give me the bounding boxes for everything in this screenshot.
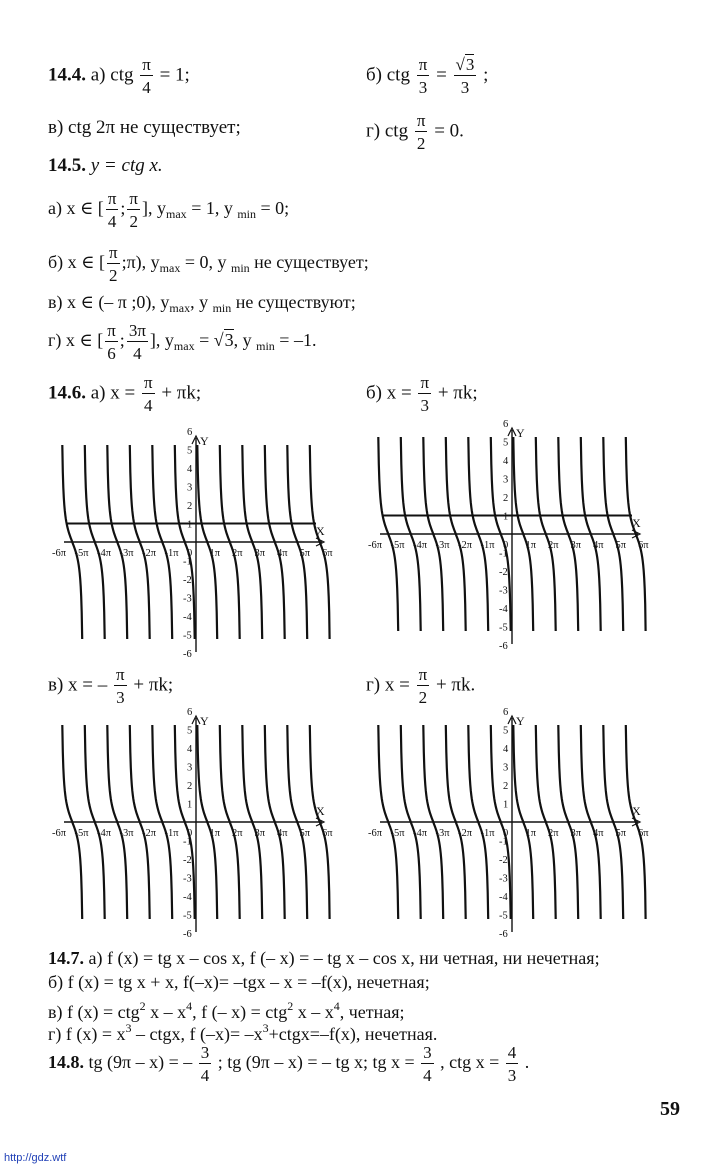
graph-v	[52, 707, 333, 940]
ex-14-6-b: б) x = $\frac{\pi}{3}$ + πk;	[366, 373, 478, 415]
y-tick-label: -3	[183, 593, 192, 605]
y-tick-label: 3	[503, 762, 509, 774]
x-tick-label: 5π	[615, 828, 627, 839]
y-tick-label: 3	[187, 482, 193, 494]
x-tick-label: 2π	[232, 548, 243, 559]
x-axis-label: X	[632, 516, 641, 530]
y-tick-label: -4	[183, 892, 192, 903]
y-axis-label: Y	[200, 434, 209, 448]
x-tick-label: 3π	[570, 828, 582, 839]
y-tick-label: 2	[503, 493, 509, 504]
x-tick-label: -3π	[435, 828, 450, 839]
y-axis-label: Y	[200, 714, 209, 728]
x-tick-label: 4π	[277, 548, 288, 559]
x-tick-label: 6π	[638, 540, 649, 551]
y-tick-label: 1	[187, 519, 193, 531]
x-tick-label: 5π	[299, 828, 311, 839]
x-tick-label: -2π	[458, 540, 473, 551]
x-tick-label: 4π	[277, 828, 288, 839]
ex-14-4-v: в) ctg 2π не существует;	[48, 117, 241, 138]
x-tick-label: 0	[503, 540, 509, 551]
y-tick-label: -3	[499, 585, 508, 597]
y-tick-label: -2	[499, 567, 508, 578]
y-tick-label: -4	[499, 604, 508, 615]
y-tick-label: -5	[183, 630, 192, 642]
y-tick-label: -3	[499, 873, 508, 885]
x-tick-label: -5π	[74, 548, 89, 559]
y-axis-label: Y	[516, 426, 525, 440]
y-tick-label: 6	[503, 707, 509, 718]
x-tick-label: 2π	[548, 540, 559, 551]
x-tick-label: 0	[187, 828, 193, 839]
x-tick-label: 6π	[322, 548, 333, 559]
graph-svg	[52, 427, 333, 660]
x-tick-label: -5π	[390, 540, 405, 551]
y-tick-label: -1	[499, 836, 508, 848]
x-axis-label: X	[316, 804, 325, 818]
y-tick-label: 2	[187, 781, 193, 792]
x-tick-label: -3π	[435, 540, 450, 551]
y-tick-label: -1	[499, 548, 508, 560]
ex-14-5-b: б) x ∈ [ $\frac{\pi}{2}$ ;π), $y_{max} = 0$, y $_{min}$ не существует;	[48, 243, 369, 285]
x-tick-label: -1π	[480, 540, 495, 551]
y-tick-label: 1	[503, 799, 509, 811]
ex-14-4-a: 14.4. а) ctg $\frac{\pi}{4}$ = 1;	[48, 55, 190, 97]
x-tick-label: -1π	[164, 548, 179, 559]
ex-14-4-b: б) ctg $\frac{\pi}{3}$ = $\frac{√3}{3}$ ;	[366, 55, 489, 97]
x-tick-label: 2π	[232, 828, 243, 839]
ex-14-7-v: в) f (x) = ctg$^2$ x – $x^4$, f (– x) = ctg$^2$ x – $x^4$, четная;	[48, 999, 405, 1022]
x-tick-label: -1π	[480, 828, 495, 839]
ex-14-5-g: г) x ∈ [ $\frac{\pi}{6}$ ; $\frac{3\pi}{4}$ ], $y_{max} = √3$, y $_{min}$ = –1.	[48, 321, 317, 363]
ex-14-5-v: в) x ∈ (– π ;0), $y_{max}$, y $_{min}$ не существуют;	[48, 292, 356, 315]
x-tick-label: -5π	[390, 828, 405, 839]
y-tick-label: 3	[187, 762, 193, 774]
y-tick-label: -6	[183, 929, 192, 940]
ex-14-6-v: в) x = – $\frac{\pi}{3}$ + πk;	[48, 665, 174, 707]
x-tick-label: 3π	[570, 540, 582, 551]
ex-14-6-g: г) x = $\frac{\pi}{2}$ + πk.	[366, 665, 476, 707]
x-tick-label: -5π	[74, 828, 89, 839]
x-tick-label: -6π	[52, 548, 67, 559]
x-tick-label: 4π	[593, 540, 604, 551]
y-tick-label: 5	[187, 725, 193, 737]
ex-14-7-g: г) f $(x) = x^3$ – ctgx, f $(-x)= -x^3+ctgx=-f(x)$, нечетная.	[48, 1021, 438, 1044]
y-axis-label: Y	[516, 714, 525, 728]
y-tick-label: 6	[503, 419, 509, 430]
y-tick-label: -4	[183, 612, 192, 623]
y-tick-label: -2	[499, 855, 508, 866]
page-number: 59	[660, 1098, 680, 1120]
graph-g	[368, 707, 649, 940]
y-tick-label: 5	[187, 445, 193, 457]
x-tick-label: -4π	[413, 828, 428, 839]
x-tick-label: -2π	[458, 828, 473, 839]
ex-14-6-a: 14.6. а) x = $\frac{\pi}{4}$ + πk;	[48, 373, 202, 415]
x-tick-label: 3π	[254, 548, 266, 559]
x-tick-label: 1π	[209, 828, 221, 839]
y-tick-label: 6	[187, 427, 193, 438]
y-tick-label: 2	[503, 781, 509, 792]
y-tick-label: 3	[503, 474, 509, 486]
y-tick-label: -5	[499, 622, 508, 634]
y-tick-label: 2	[187, 501, 193, 512]
y-tick-label: 5	[503, 725, 509, 737]
y-tick-label: -1	[183, 836, 192, 848]
x-tick-label: 0	[503, 828, 509, 839]
y-tick-label: -6	[183, 649, 192, 660]
graph-svg	[52, 707, 333, 940]
x-tick-label: -2π	[142, 548, 157, 559]
graph-svg	[368, 419, 649, 652]
x-tick-label: 5π	[299, 548, 311, 559]
x-tick-label: -4π	[97, 828, 112, 839]
y-tick-label: 5	[503, 437, 509, 449]
y-tick-label: -2	[183, 575, 192, 586]
x-tick-label: -3π	[119, 548, 134, 559]
y-tick-label: -1	[183, 556, 192, 568]
x-axis-label: X	[632, 804, 641, 818]
x-axis-label: X	[316, 524, 325, 538]
x-tick-label: -2π	[142, 828, 157, 839]
x-tick-label: 1π	[525, 828, 537, 839]
x-tick-label: 1π	[525, 540, 537, 551]
x-tick-label: -4π	[97, 548, 112, 559]
y-tick-label: 4	[187, 744, 193, 755]
y-tick-label: -5	[499, 910, 508, 922]
x-tick-label: -3π	[119, 828, 134, 839]
x-tick-label: -6π	[368, 828, 383, 839]
y-tick-label: -3	[183, 873, 192, 885]
x-tick-label: 0	[187, 548, 193, 559]
x-tick-label: -1π	[164, 828, 179, 839]
ex-14-4-g: г) ctg $\frac{\pi}{2}$ = 0.	[366, 111, 464, 153]
x-tick-label: -6π	[52, 828, 67, 839]
y-tick-label: 4	[503, 456, 509, 467]
x-tick-label: 4π	[593, 828, 604, 839]
x-tick-label: 1π	[209, 548, 221, 559]
y-tick-label: -2	[183, 855, 192, 866]
x-tick-label: 2π	[548, 828, 559, 839]
ex-14-5-title: 14.5. y = ctg x.	[48, 155, 163, 176]
y-tick-label: 4	[503, 744, 509, 755]
ex-14-5-a: а) x ∈ [ $\frac{\pi}{4}$ ; $\frac{\pi}{2}$ ], $y_{max} = 1$, y $_{min}$ = 0;	[48, 189, 290, 231]
y-tick-label: 1	[503, 511, 509, 523]
footer-link[interactable]: http://gdz.wtf	[4, 1152, 67, 1164]
x-tick-label: 6π	[638, 828, 649, 839]
graph-svg	[368, 707, 649, 940]
graph-b	[368, 419, 649, 652]
x-tick-label: -6π	[368, 540, 383, 551]
y-tick-label: -4	[499, 892, 508, 903]
x-tick-label: 6π	[322, 828, 333, 839]
ex-14-7-b: б) f (x) = tg x + x, f(–x)= –tgx – x = –f(x), нечетная;	[48, 972, 430, 992]
x-tick-label: 3π	[254, 828, 266, 839]
y-tick-label: 6	[187, 707, 193, 718]
x-tick-label: -4π	[413, 540, 428, 551]
ex-14-7-a: 14.7. а) f (x) = tg x – cos x, f (– x) = – tg x – cos x, ни четная, ни нечетная;	[48, 948, 600, 968]
y-tick-label: 4	[187, 464, 193, 475]
y-tick-label: 1	[187, 799, 193, 811]
y-tick-label: -5	[183, 910, 192, 922]
graph-a	[52, 427, 333, 660]
ex-14-8: 14.8. tg (9π – x) = – $\frac{3}{4}$ ; tg (9π – x) = – tg x; tg x = $\frac{3}{4}$ , ctg x = $\frac{4}{3}$ .	[48, 1043, 530, 1085]
x-tick-label: 5π	[615, 540, 627, 551]
y-tick-label: -6	[499, 641, 508, 652]
y-tick-label: -6	[499, 929, 508, 940]
